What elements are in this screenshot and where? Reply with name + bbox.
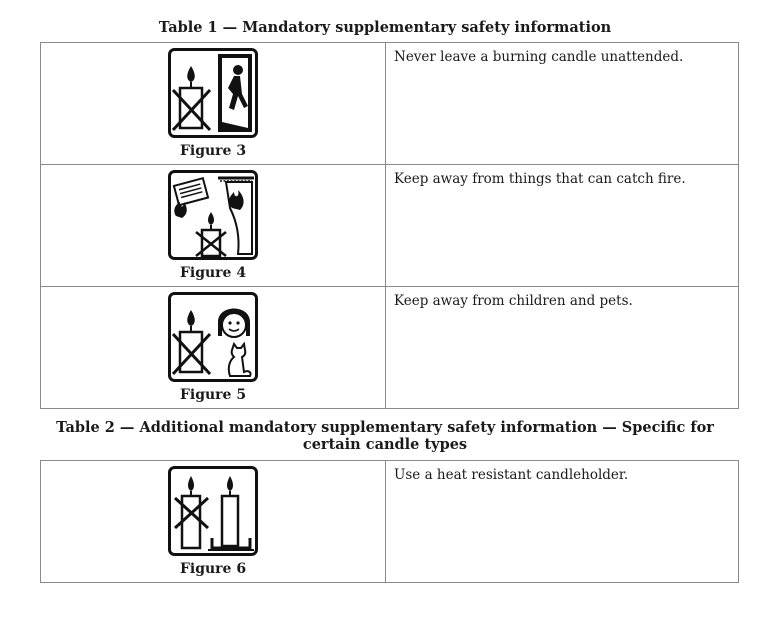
candle-unattended-icon	[168, 48, 258, 138]
figure-cell	[41, 287, 386, 409]
children-pets-icon	[168, 292, 258, 382]
safety-text: Keep away from children and pets.	[386, 287, 739, 409]
figure-label: Figure 3	[179, 143, 247, 159]
figure-cell	[41, 461, 386, 583]
safety-text: Use a heat resistant candleholder.	[386, 461, 739, 583]
safety-table-1	[40, 42, 739, 409]
figure-cell	[41, 43, 386, 165]
table-row	[41, 287, 739, 409]
table1-caption: Table 1 — Mandatory supplementary safety information	[158, 19, 612, 36]
figure-label: Figure 4	[179, 265, 247, 281]
safety-text: Keep away from things that can catch fire.	[386, 165, 739, 287]
table-row	[41, 461, 739, 583]
table-row	[41, 43, 739, 165]
figure-label: Figure 5	[179, 387, 247, 403]
figure-label: Figure 6	[179, 561, 247, 577]
table2-caption: Table 2 — Additional mandatory supplementary safety information — Specific for certain candle types	[56, 419, 714, 453]
safety-table-2	[40, 460, 739, 583]
figure-cell	[41, 165, 386, 287]
table-row	[41, 165, 739, 287]
flammable-items-icon	[168, 170, 258, 260]
heat-resistant-holder-icon	[168, 466, 258, 556]
safety-text: Never leave a burning candle unattended.	[386, 43, 739, 165]
